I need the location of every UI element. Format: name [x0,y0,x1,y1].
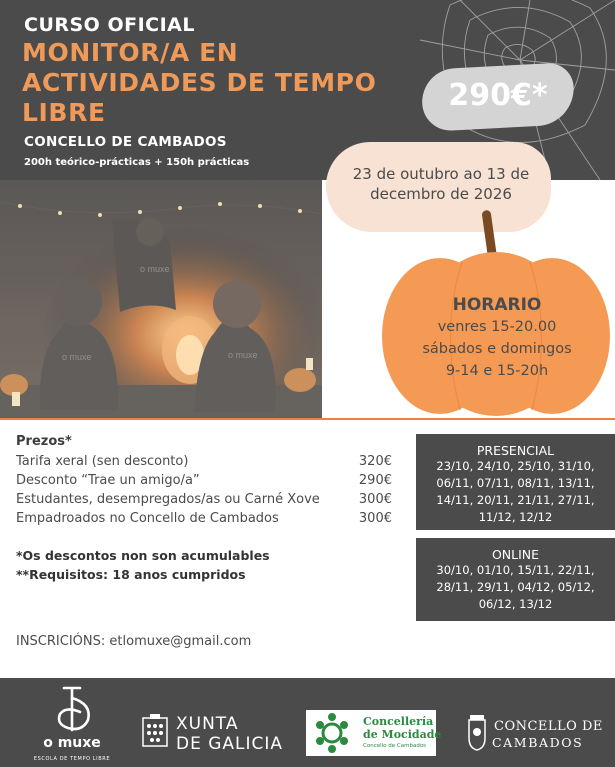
xunta-line-2: DE GALICIA [176,734,284,754]
registration-line [16,634,251,649]
mocidade-logo-title [363,715,441,741]
hoodie-logo-right: o muxe [228,350,258,360]
campfire-photo [0,180,322,418]
presencial-title: PRESENCIAL [476,443,555,458]
xunta-logo-text [176,714,283,754]
price-badge: 290€* [448,78,548,113]
cambados-logo-line-1: CONCELLO DE [494,719,603,734]
registration-email-link[interactable]: etlomuxe@gmail.com [109,634,252,649]
mocidade-line-1: Concellería [363,715,434,728]
schedule-line-weekend: sábados e domingos [422,341,572,357]
council-name: CONCELLO DE CAMBADOS [24,134,227,150]
online-dates: 30/10, 01/10, 15/11, 22/11, 28/11, 29/11, 04/12, 05/12, 06/12, 13/12 [436,563,595,611]
price-row-label: Tarifa xeral (sen desconto) [16,454,189,469]
xunta-line-1: XUNTA [176,714,239,734]
schedule-panel [392,294,602,382]
presencial-box [416,434,615,530]
course-title: MONITOR/A EN ACTIVIDADES DE TEMPO LIBRE [22,38,377,127]
schedule-line-hours: 9-14 e 15-20h [445,363,549,379]
schedule-line-friday: venres 15-20.00 [437,319,557,335]
prices-title: Prezos* [16,434,72,449]
price-row-value: 300€ [358,511,392,526]
xunta-crest-icon [140,714,170,750]
mocidade-logo-subtitle: Concello de Cambados [363,743,427,749]
price-row-value: 300€ [358,492,392,507]
mocidade-line-2: de Mocidade [363,728,442,741]
course-dates: 23 de outubro ao 13 de decembro de 2026 [352,165,530,203]
cambados-logo-line-2: CAMBADOS [492,735,584,750]
discount-note: *Os descontos non son acumulables [16,548,270,563]
cambados-crest-icon [464,714,490,752]
o-muxe-subtitle: ESCOLA DE TEMPO LIBRE [33,756,111,762]
schedule-title: HORARIO [452,295,542,315]
course-type-label: CURSO OFICIAL [24,14,195,36]
price-row-label: Estudantes, desempregados/as ou Carné Xove [16,492,320,507]
o-muxe-logo-icon [42,684,102,734]
o-muxe-logo-text: o muxe [43,735,101,751]
presencial-dates: 23/10, 24/10, 25/10, 31/10, 06/11, 07/11, 08/11, 13/11, 14/11, 20/11, 21/11, 27/11, 11/12, 12/12 [436,459,595,524]
requirements-note: **Requisitos: 18 anos cumpridos [16,567,246,582]
section-divider [0,418,615,420]
registration-label: INSCRICIÓNS: [16,634,106,649]
course-hours: 200h teórico-prácticas + 150h prácticas [24,157,250,168]
price-row-label: Empadroados no Concello de Cambados [16,511,279,526]
price-row-value: 290€ [358,473,392,488]
price-row-label: Desconto “Trae un amigo/a” [16,473,200,488]
mocidade-people-icon [312,712,352,754]
online-title: ONLINE [491,547,540,562]
hoodie-logo-center: o muxe [140,264,170,274]
online-box [416,538,615,621]
hoodie-logo-left: o muxe [62,352,92,362]
price-row-value: 320€ [358,454,392,469]
